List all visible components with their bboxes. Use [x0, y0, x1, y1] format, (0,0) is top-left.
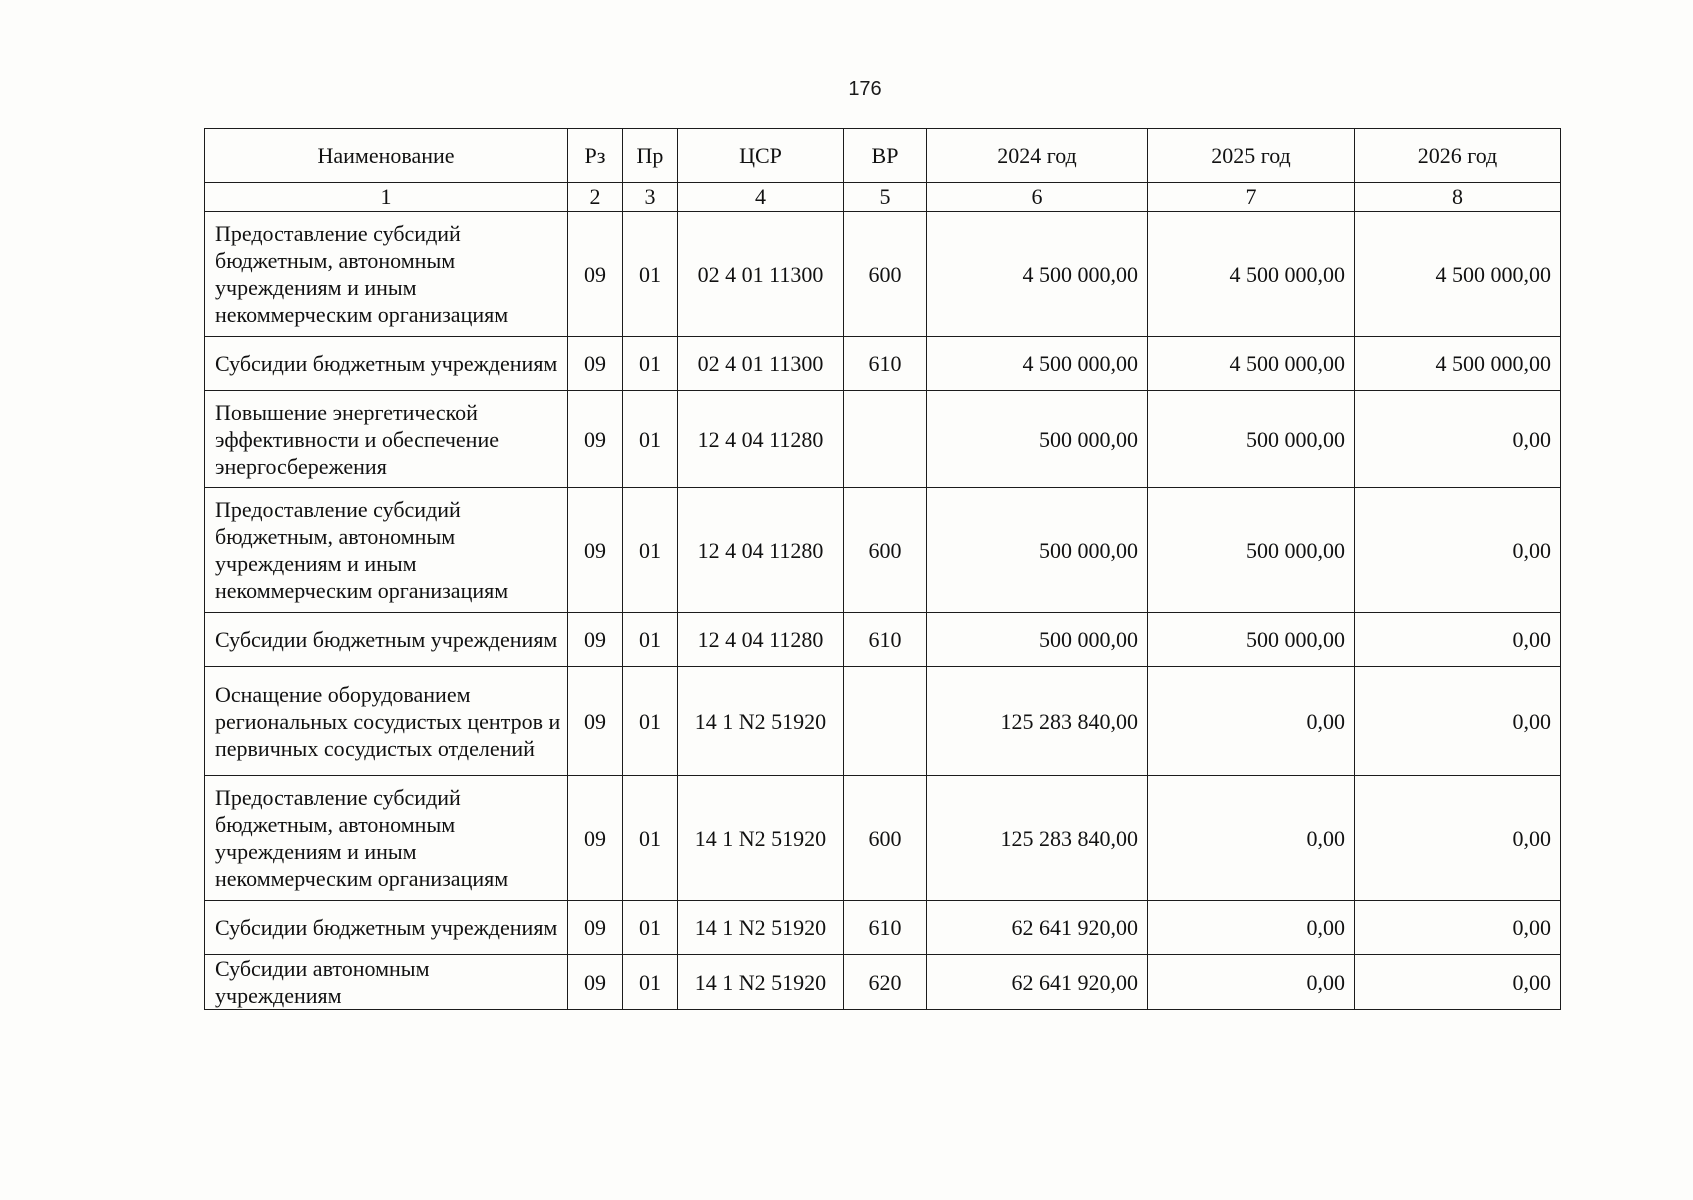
table-row — [205, 488, 1561, 613]
cell-2024: 500 000,00 — [927, 391, 1148, 488]
cell-csr: 12 4 04 11280 — [678, 613, 844, 667]
budget-table — [204, 128, 1561, 1010]
header-2026: 2026 год — [1355, 129, 1561, 183]
cell-2026: 0,00 — [1355, 955, 1561, 1010]
cell-2025: 500 000,00 — [1148, 391, 1355, 488]
cell-2024: 4 500 000,00 — [927, 337, 1148, 391]
cell-name: Субсидии автономным учреждениям — [205, 955, 568, 1010]
column-number: 2 — [568, 183, 623, 212]
cell-name: Предоставление субсидий бюджетным, автономным учреждениям и иным некоммерческим организациям — [205, 776, 568, 901]
cell-vr: 610 — [844, 901, 927, 955]
cell-vr: 620 — [844, 955, 927, 1010]
cell-2026: 0,00 — [1355, 776, 1561, 901]
cell-pr: 01 — [623, 955, 678, 1010]
cell-rz: 09 — [568, 391, 623, 488]
header-csr: ЦСР — [678, 129, 844, 183]
cell-csr: 02 4 01 11300 — [678, 212, 844, 337]
cell-rz: 09 — [568, 613, 623, 667]
cell-2025: 0,00 — [1148, 955, 1355, 1010]
cell-vr: 610 — [844, 337, 927, 391]
cell-name: Субсидии бюджетным учреждениям — [205, 337, 568, 391]
cell-csr: 14 1 N2 51920 — [678, 667, 844, 776]
table-row — [205, 776, 1561, 901]
column-number-row — [205, 183, 1561, 212]
cell-csr: 12 4 04 11280 — [678, 488, 844, 613]
table-row — [205, 212, 1561, 337]
header-name: Наименование — [205, 129, 568, 183]
cell-csr: 14 1 N2 51920 — [678, 955, 844, 1010]
table-row — [205, 391, 1561, 488]
cell-vr: 600 — [844, 776, 927, 901]
cell-2025: 0,00 — [1148, 667, 1355, 776]
cell-2025: 0,00 — [1148, 901, 1355, 955]
cell-2024: 62 641 920,00 — [927, 955, 1148, 1010]
table-row — [205, 337, 1561, 391]
cell-name: Повышение энергетической эффективности и обеспечение энергосбережения — [205, 391, 568, 488]
cell-rz: 09 — [568, 337, 623, 391]
cell-2026: 0,00 — [1355, 901, 1561, 955]
header-pr: Пр — [623, 129, 678, 183]
cell-csr: 14 1 N2 51920 — [678, 901, 844, 955]
cell-vr: 610 — [844, 613, 927, 667]
cell-2026: 0,00 — [1355, 667, 1561, 776]
header-2025: 2025 год — [1148, 129, 1355, 183]
cell-2025: 500 000,00 — [1148, 488, 1355, 613]
table-row — [205, 667, 1561, 776]
cell-pr: 01 — [623, 613, 678, 667]
cell-2026: 0,00 — [1355, 613, 1561, 667]
cell-rz: 09 — [568, 955, 623, 1010]
cell-2026: 0,00 — [1355, 488, 1561, 613]
column-number: 4 — [678, 183, 844, 212]
cell-csr: 12 4 04 11280 — [678, 391, 844, 488]
cell-2026: 4 500 000,00 — [1355, 337, 1561, 391]
header-rz: Рз — [568, 129, 623, 183]
column-number: 8 — [1355, 183, 1561, 212]
page-number: 176 — [848, 78, 882, 100]
cell-pr: 01 — [623, 667, 678, 776]
cell-pr: 01 — [623, 337, 678, 391]
cell-2024: 500 000,00 — [927, 613, 1148, 667]
cell-vr — [844, 667, 927, 776]
cell-csr: 02 4 01 11300 — [678, 337, 844, 391]
cell-name: Субсидии бюджетным учреждениям — [205, 613, 568, 667]
table-row — [205, 613, 1561, 667]
cell-2024: 500 000,00 — [927, 488, 1148, 613]
cell-name: Предоставление субсидий бюджетным, автономным учреждениям и иным некоммерческим организациям — [205, 212, 568, 337]
cell-2025: 4 500 000,00 — [1148, 337, 1355, 391]
cell-rz: 09 — [568, 901, 623, 955]
cell-2025: 4 500 000,00 — [1148, 212, 1355, 337]
cell-csr: 14 1 N2 51920 — [678, 776, 844, 901]
cell-2024: 62 641 920,00 — [927, 901, 1148, 955]
cell-2026: 0,00 — [1355, 391, 1561, 488]
table-row — [205, 901, 1561, 955]
cell-name: Оснащение оборудованием региональных сосудистых центров и первичных сосудистых отделений — [205, 667, 568, 776]
header-vr: ВР — [844, 129, 927, 183]
column-number: 7 — [1148, 183, 1355, 212]
cell-2024: 4 500 000,00 — [927, 212, 1148, 337]
cell-vr — [844, 391, 927, 488]
cell-2024: 125 283 840,00 — [927, 667, 1148, 776]
header-2024: 2024 год — [927, 129, 1148, 183]
cell-rz: 09 — [568, 212, 623, 337]
cell-rz: 09 — [568, 488, 623, 613]
cell-rz: 09 — [568, 776, 623, 901]
cell-name: Субсидии бюджетным учреждениям — [205, 901, 568, 955]
table-row — [205, 955, 1561, 1010]
cell-pr: 01 — [623, 212, 678, 337]
cell-2024: 125 283 840,00 — [927, 776, 1148, 901]
cell-pr: 01 — [623, 488, 678, 613]
cell-vr: 600 — [844, 488, 927, 613]
cell-2025: 500 000,00 — [1148, 613, 1355, 667]
cell-pr: 01 — [623, 901, 678, 955]
cell-rz: 09 — [568, 667, 623, 776]
column-number: 6 — [927, 183, 1148, 212]
cell-name: Предоставление субсидий бюджетным, автономным учреждениям и иным некоммерческим организациям — [205, 488, 568, 613]
column-number: 1 — [205, 183, 568, 212]
column-number: 3 — [623, 183, 678, 212]
cell-2025: 0,00 — [1148, 776, 1355, 901]
cell-pr: 01 — [623, 391, 678, 488]
cell-pr: 01 — [623, 776, 678, 901]
cell-vr: 600 — [844, 212, 927, 337]
cell-2026: 4 500 000,00 — [1355, 212, 1561, 337]
budget-table-container — [204, 128, 1560, 1010]
column-number: 5 — [844, 183, 927, 212]
header-row — [205, 129, 1561, 183]
